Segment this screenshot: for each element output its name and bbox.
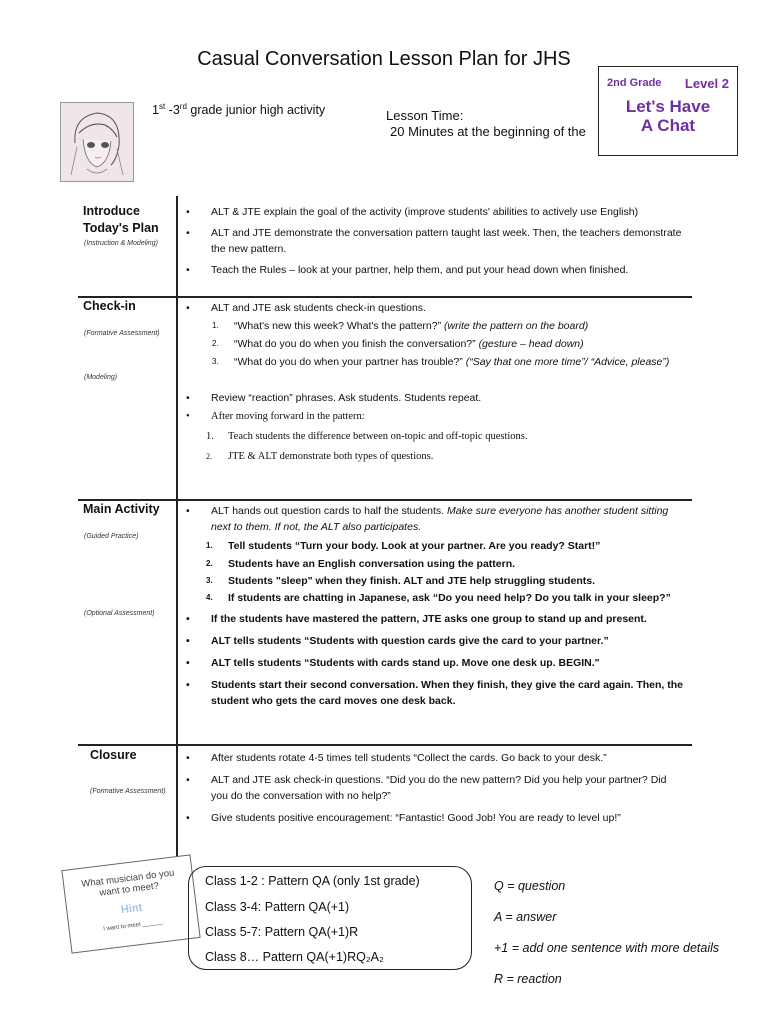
badge-grade: 2nd Grade bbox=[607, 77, 662, 89]
list-item: • ALT tells students “Students with question cards give the card to your partner.” bbox=[186, 635, 609, 647]
class-pattern-line: Class 1-2 : Pattern QA (only 1st grade) bbox=[205, 874, 420, 888]
list-item: • Teach the Rules – look at your partner, help them, and put your head down when finished. bbox=[186, 264, 629, 276]
numbered-item: 3. Students "sleep" when they finish. ALT and JTE help struggling students. bbox=[206, 575, 595, 587]
list-item: • ALT & JTE explain the goal of the activity (improve students' abilities to actively use English) bbox=[186, 206, 639, 218]
row-divider bbox=[78, 499, 692, 501]
list-item: • Review “reaction” phrases. Ask students. Students repeat. bbox=[186, 392, 482, 404]
numbered-item: 2. Students have an English conversation using the pattern. bbox=[206, 558, 516, 570]
list-item: • ALT and JTE ask students check-in questions. bbox=[186, 302, 426, 314]
page-title: Casual Conversation Lesson Plan for JHS bbox=[197, 48, 571, 70]
section-main-sub: (Guided Practice) bbox=[84, 533, 139, 540]
legend-item: +1 = add one sentence with more details bbox=[494, 941, 720, 955]
lesson-time-label: Lesson Time: bbox=[386, 108, 464, 123]
character-sketch-image bbox=[60, 102, 134, 182]
list-item: • ALT and JTE ask check-in questions. “Did you do the new pattern? Did you help your partner? Did you do the conversation with no help?” bbox=[186, 774, 667, 802]
section-introduce-label: Introduce Today's Plan bbox=[83, 204, 159, 235]
list-item: • If the students have mastered the pattern, JTE asks one group to stand up and present. bbox=[186, 613, 647, 625]
list-item: • ALT and JTE demonstrate the conversation pattern taught last week. Then, the teachers demonstrate the new pattern. bbox=[186, 227, 682, 255]
legend-item: R = reaction bbox=[494, 972, 562, 986]
section-introduce-sub: (Instruction & Modeling) bbox=[84, 240, 158, 247]
class-pattern-line: Class 8… Pattern QA(+1)RQ₂A₂ bbox=[205, 950, 384, 964]
card-answer: I want to meet ______. bbox=[103, 919, 165, 933]
numbered-item: 2. “What do you do when you finish the conversation?” (gesture – head down) bbox=[212, 338, 584, 350]
legend-item: Q = question bbox=[494, 879, 566, 893]
numbered-item: 4. If students are chatting in Japanese, ask “Do you need help? Do you talk in your sleep?” bbox=[206, 592, 671, 604]
class-pattern-line: Class 5-7: Pattern QA(+1)R bbox=[205, 925, 359, 939]
list-item: • Give students positive encouragement: “Fantastic! Good Job! You are ready to level up!” bbox=[186, 812, 621, 824]
card-hint: Hint bbox=[120, 901, 143, 917]
section-checkin-sub: (Formative Assessment) bbox=[84, 330, 160, 337]
list-item: • After students rotate 4-5 times tell students “Collect the cards. Go back to your desk.” bbox=[186, 752, 607, 764]
section-main-label: Main Activity bbox=[83, 502, 160, 516]
section-checkin-label: Check-in bbox=[83, 299, 136, 313]
row-divider bbox=[78, 744, 692, 746]
numbered-item: 1. “What's new this week? What's the pattern?” (write the pattern on the board) bbox=[212, 320, 589, 332]
legend-item: A = answer bbox=[494, 910, 557, 924]
list-item: • ALT tells students “Students with cards stand up. Move one desk up. BEGIN." bbox=[186, 657, 600, 669]
lesson-time-value: 20 Minutes at the beginning of the bbox=[390, 124, 586, 139]
badge-level: Level 2 bbox=[684, 76, 729, 91]
grade-range: 1st -3rd grade junior high activity bbox=[152, 102, 326, 118]
section-checkin-sub: (Modeling) bbox=[84, 374, 118, 381]
question-card-image bbox=[61, 854, 200, 953]
list-item: • After moving forward in the pattern: bbox=[186, 411, 365, 422]
class-pattern-line: Class 3-4: Pattern QA(+1) bbox=[205, 900, 350, 914]
numbered-item: 1. Teach students the difference between on-topic and off-topic questions. bbox=[206, 431, 528, 442]
section-main-sub: (Optional Assessment) bbox=[84, 610, 155, 617]
numbered-item: 3. “What do you do when your partner has trouble?” (“Say that one more time”/ “Advice, please”) bbox=[212, 356, 670, 368]
row-divider bbox=[78, 296, 692, 298]
level-badge bbox=[598, 66, 738, 156]
numbered-item: 2. JTE & ALT demonstrate both types of questions. bbox=[206, 451, 434, 462]
section-closure-label: Closure bbox=[90, 748, 137, 762]
numbered-item: 1. Tell students “Turn your body. Look at your partner. Are you ready? Start!” bbox=[206, 540, 601, 552]
card-question: What musician do you want to meet? bbox=[80, 867, 175, 899]
badge-title: Let's Have A Chat bbox=[625, 97, 711, 135]
section-closure-sub: (Formative Assessment) bbox=[90, 788, 166, 795]
list-item: • ALT hands out question cards to half the students. Make sure everyone has another student sitting next to them. If not, the ALT also participates. bbox=[186, 505, 669, 533]
list-item: • Students start their second conversation. When they finish, they give the card again. Then, the student who gets the card moves one desk back. bbox=[186, 679, 684, 707]
